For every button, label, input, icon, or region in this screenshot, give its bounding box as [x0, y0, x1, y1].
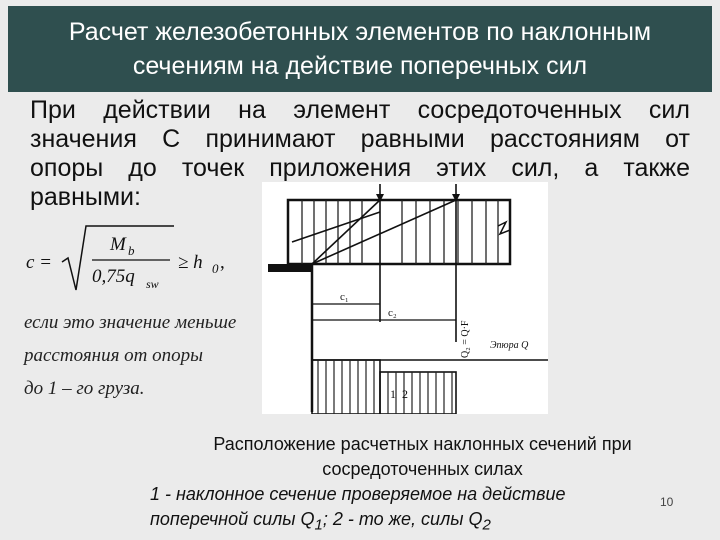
formula-denominator-sub: sw: [146, 277, 159, 291]
label-epure-q: Эпюра Q: [490, 340, 529, 351]
caption-line-4a: поперечной силы Q: [150, 509, 315, 529]
caption-line-4b: ; 2 - то же, силы Q: [322, 509, 483, 529]
label-2: 2: [402, 387, 408, 401]
note-line-1: если это значение меньше: [24, 312, 237, 333]
label-c1: c₁: [340, 291, 349, 303]
formula-svg: [24, 218, 254, 298]
slide-title-bar: [8, 6, 712, 92]
note-line-2: расстояния от опоры: [24, 345, 204, 366]
formula-numerator-sub: b: [128, 243, 135, 258]
formula-c-eq: c =: [26, 252, 53, 273]
formula-numerator: M: [110, 234, 126, 255]
label-q-value: Q₂ = Q·F: [460, 320, 471, 358]
caption-line-4: [150, 507, 695, 538]
paragraph-line-1: При действии на элемент сосредоточенных сил: [30, 96, 690, 124]
note-line-3: до 1 – го груза.: [24, 378, 145, 399]
paragraph-line-2: значения С принимают равными расстояниям от: [30, 125, 690, 153]
formula-tail: ,: [220, 252, 225, 273]
caption-sub-2: 2: [482, 516, 491, 534]
paragraph-line-3: опоры до точек приложения этих сил, а также: [30, 154, 690, 182]
label-c2: c₂: [388, 307, 397, 319]
formula-denominator: 0,75q: [92, 266, 135, 287]
slide-title-line1: Расчет железобетонных элементов по наклонным: [68, 18, 652, 46]
paragraph-line-4: равными:: [30, 183, 141, 211]
label-1: 1: [390, 387, 396, 401]
formula-c: [24, 218, 254, 298]
formula-relation: ≥ h: [178, 252, 203, 273]
caption-line-1: Расположение расчетных наклонных сечений при: [213, 434, 632, 454]
italic-note: [24, 306, 314, 405]
page-number: 10: [660, 495, 674, 509]
caption-sub-1: 1: [314, 516, 323, 534]
formula-relation-sub: 0: [212, 261, 219, 276]
caption-line-2: сосредоточенных силах: [322, 459, 523, 479]
slide-title-line2: сечениям на действие поперечных сил: [132, 52, 588, 80]
caption-line-3: 1 - наклонное сечение проверяемое на действие: [150, 484, 566, 504]
figure-caption: [150, 432, 695, 538]
